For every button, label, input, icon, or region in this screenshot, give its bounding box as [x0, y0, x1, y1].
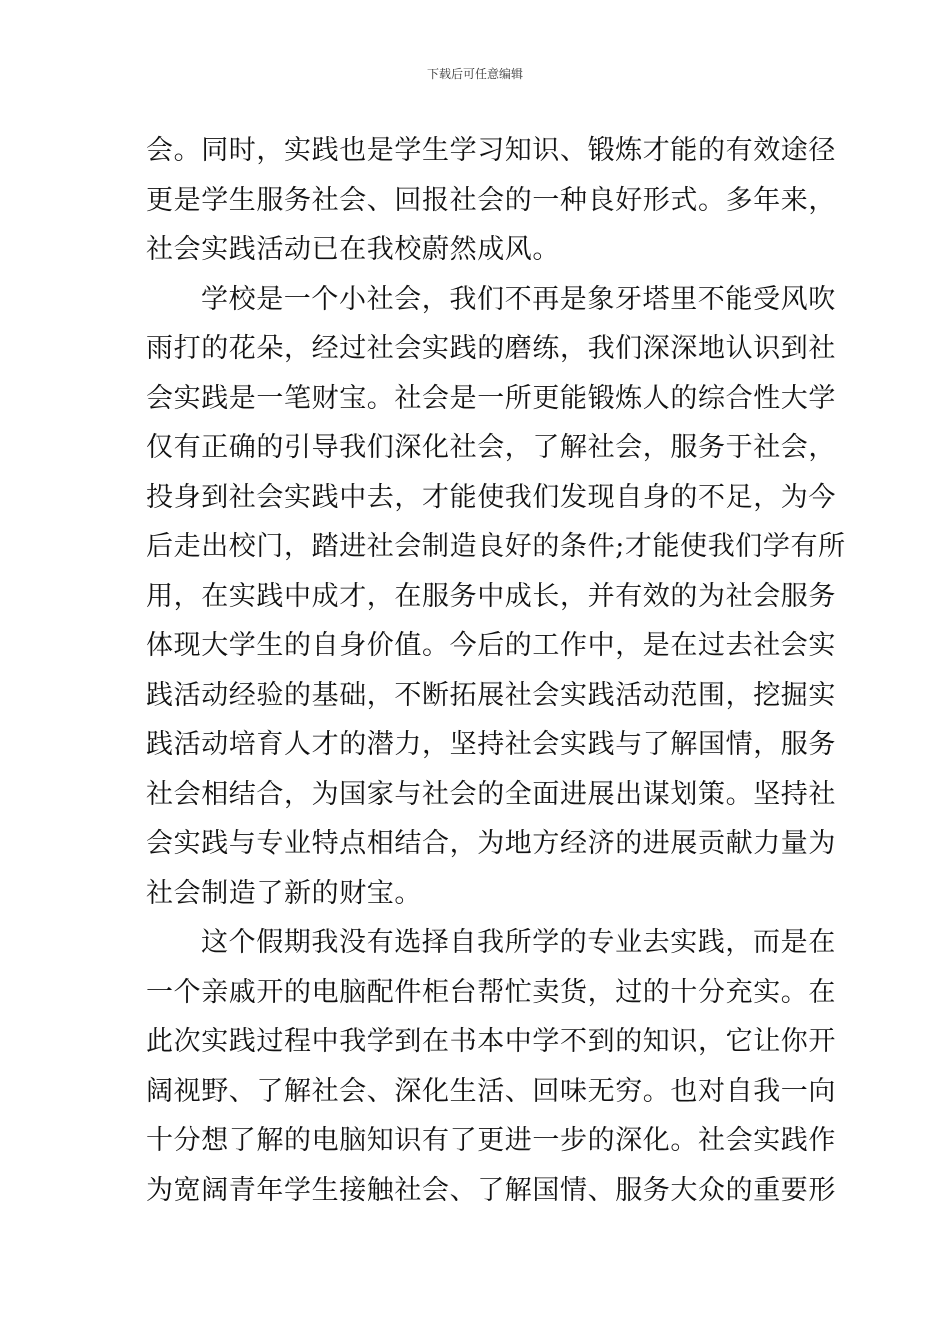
- text-line: 仅有正确的引导我们深化社会，了解社会，服务于社会，: [146, 432, 836, 463]
- text-line: 雨打的花朵，经过社会实践的磨练，我们深深地认识到社: [146, 333, 836, 364]
- page-header: 下载后可任意编辑: [426, 67, 523, 81]
- text-line: 更是学生服务社会、回报社会的一种良好形式。多年来，: [146, 184, 836, 216]
- text-line: 践活动培育人才的潜力，坚持社会实践与了解国情，服务: [146, 729, 836, 760]
- text-line: 会实践是一笔财宝。社会是一所更能锻炼人的综合性大学: [146, 382, 836, 414]
- text-line: 此次实践过程中我学到在书本中学不到的知识，它让你开: [146, 1026, 836, 1057]
- text-line: 社会相结合，为国家与社会的全面进展出谋划策。坚持社: [146, 778, 836, 810]
- text-line: 体现大学生的自身价值。今后的工作中，是在过去社会实: [146, 630, 836, 661]
- text-line: 用，在实践中成才，在服务中成长，并有效的为社会服务: [146, 580, 836, 612]
- text-line: 践活动经验的基础，不断拓展社会实践活动范围，挖掘实: [146, 679, 836, 711]
- text-line: 阔视野、了解社会、深化生活、回味无穷。也对自我一向: [146, 1075, 836, 1107]
- text-line: 会。同时，实践也是学生学习知识、锻炼才能的有效途径: [146, 135, 836, 166]
- paragraph-start-line: 学校是一个小社会，我们不再是象牙塔里不能受风吹: [201, 283, 836, 315]
- text-line: 为宽阔青年学生接触社会、了解国情、服务大众的重要形: [146, 1174, 836, 1206]
- text-line: 十分想了解的电脑知识有了更进一步的深化。社会实践作: [146, 1125, 836, 1156]
- text-line: 社会实践活动已在我校蔚然成风。: [146, 234, 560, 265]
- text-line: 社会制造了新的财宝。: [146, 877, 422, 909]
- text-line: 一个亲戚开的电脑配件柜台帮忙卖货，过的十分充实。在: [146, 976, 836, 1008]
- text-line: 会实践与专业特点相结合，为地方经济的进展贡献力量为: [146, 828, 836, 859]
- text-line: 投身到社会实践中去，才能使我们发现自身的不足，为今: [146, 481, 836, 513]
- paragraph-start-line: 这个假期我没有选择自我所学的专业去实践，而是在: [201, 927, 836, 958]
- document-body: [146, 126, 846, 1215]
- text-line: 后走出校门，踏进社会制造良好的条件;才能使我们学有所: [146, 531, 846, 562]
